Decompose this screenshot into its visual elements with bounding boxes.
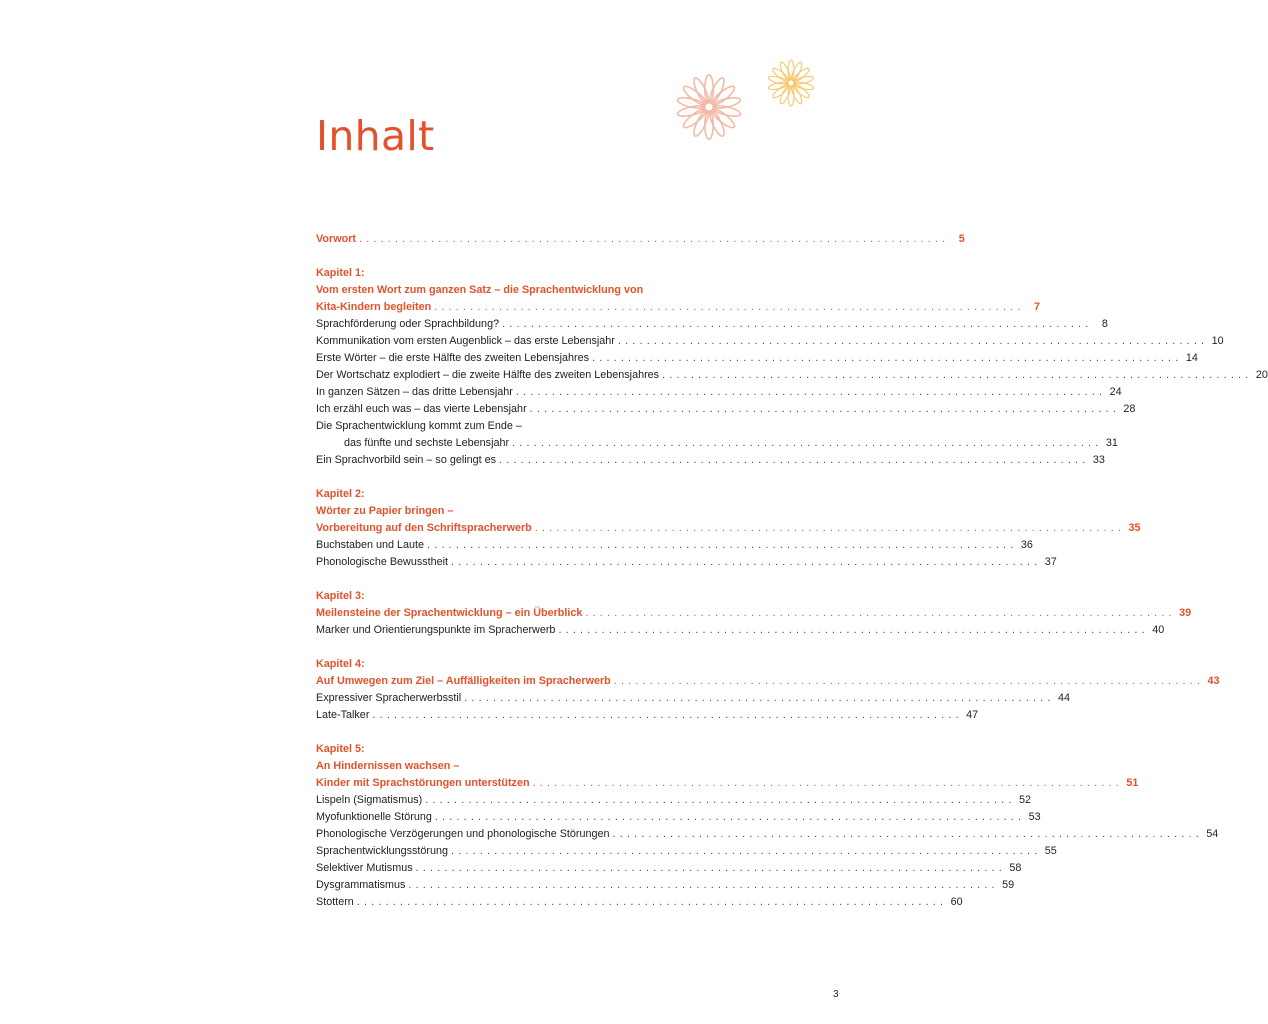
toc-page-number: 8: [1101, 318, 1108, 330]
table-of-contents: [316, 231, 1268, 928]
page-title: Inhalt: [316, 112, 435, 160]
toc-chapter: [316, 265, 1268, 469]
flower-icon: [674, 72, 744, 142]
toc-page-number: 14: [1185, 352, 1198, 364]
toc-leader-dots: . . . . . . . . . . . . . . . . . . . . . . . . . . . . . . . . . . . . . . . . . . . . . . . . . . . . . . . . . . . . . . . . . . . . . . . . . . . . . . . . . .: [464, 692, 1051, 704]
toc-entry-title: Kapitel 4:: [316, 658, 365, 670]
toc-entry: [316, 622, 1165, 639]
toc-page-number: 31: [1105, 437, 1118, 449]
toc-leader-dots: . . . . . . . . . . . . . . . . . . . . . . . . . . . . . . . . . . . . . . . . . . . . . . . . . . . . . . . . . . . . . . . . . . . . . . . . . . . . . . . . . .: [558, 624, 1146, 636]
toc-entry: [316, 333, 1224, 350]
toc-page-number: 36: [1020, 539, 1033, 551]
toc-chapter: [316, 656, 1220, 724]
toc-page-number: 20: [1255, 369, 1268, 381]
toc-leader-dots: . . . . . . . . . . . . . . . . . . . . . . . . . . . . . . . . . . . . . . . . . . . . . . . . . . . . . . . . . . . . . . . . . . . . . . . . . . . . . . . . . .: [434, 301, 1021, 313]
toc-entry-title: Phonologische Bewusstheit: [316, 556, 449, 568]
toc-leader-dots: . . . . . . . . . . . . . . . . . . . . . . . . . . . . . . . . . . . . . . . . . . . . . . . . . . . . . . . . . . . . . . . . . . . . . . . . . . . . . . . . . .: [612, 828, 1200, 840]
toc-entry-title: das fünfte und sechste Lebensjahr: [344, 437, 510, 449]
toc-entry-title: Expressiver Spracherwerbsstil: [316, 692, 462, 704]
toc-chapter-heading: [316, 299, 1040, 316]
toc-entry: [316, 435, 1118, 452]
toc-leader-dots: . . . . . . . . . . . . . . . . . . . . . . . . . . . . . . . . . . . . . . . . . . . . . . . . . . . . . . . . . . . . . . . . . . . . . . . . . . . . . . . . . .: [434, 811, 1022, 823]
toc-entry: [316, 367, 1268, 384]
toc-chapter-heading: [316, 775, 1139, 792]
toc-leader-dots: . . . . . . . . . . . . . . . . . . . . . . . . . . . . . . . . . . . . . . . . . . . . . . . . . . . . . . . . . . . . . . . . . . . . . . . . . . . . . . . . . .: [502, 318, 1089, 330]
toc-page-number: 37: [1044, 556, 1057, 568]
toc-chapter: [316, 588, 1192, 639]
toc-entry-title: Kapitel 3:: [316, 590, 365, 602]
toc-entry: [316, 877, 1015, 894]
toc-entry: [316, 690, 1070, 707]
toc-entry-title: Stottern: [316, 896, 354, 908]
toc-entry: [316, 384, 1122, 401]
toc-leader-dots: . . . . . . . . . . . . . . . . . . . . . . . . . . . . . . . . . . . . . . . . . . . . . . . . . . . . . . . . . . . . . . . . . . . . . . . . . . . . . . . . . .: [585, 607, 1173, 619]
toc-leader-dots: . . . . . . . . . . . . . . . . . . . . . . . . . . . . . . . . . . . . . . . . . . . . . . . . . . . . . . . . . . . . . . . . . . . . . . . . . . . . . . . . . .: [515, 386, 1103, 398]
toc-entry-title: Vom ersten Wort zum ganzen Satz – die Sprachentwicklung von: [316, 284, 644, 296]
toc-entry-title: Kita-Kindern begleiten: [316, 301, 432, 313]
toc-entry: [316, 537, 1033, 554]
toc-leader-dots: . . . . . . . . . . . . . . . . . . . . . . . . . . . . . . . . . . . . . . . . . . . . . . . . . . . . . . . . . . . . . . . . . . . . . . . . . . . . . . . . . .: [408, 879, 996, 891]
toc-entry: [316, 707, 979, 724]
toc-chapter-heading: [316, 231, 965, 248]
toc-leader-dots: . . . . . . . . . . . . . . . . . . . . . . . . . . . . . . . . . . . . . . . . . . . . . . . . . . . . . . . . . . . . . . . . . . . . . . . . . . . . . . . . . .: [512, 437, 1099, 449]
toc-entry: [316, 401, 1136, 418]
toc-leader-dots: . . . . . . . . . . . . . . . . . . . . . . . . . . . . . . . . . . . . . . . . . . . . . . . . . . . . . . . . . . . . . . . . . . . . . . . . . . . . . . . . . .: [451, 556, 1038, 568]
toc-page-number: 33: [1092, 454, 1105, 466]
toc-chapter-heading: [316, 486, 736, 503]
toc-leader-dots: . . . . . . . . . . . . . . . . . . . . . . . . . . . . . . . . . . . . . . . . . . . . . . . . . . . . . . . . . . . . . . . . . . . . . . . . . . . . . . . . . .: [415, 862, 1003, 874]
toc-entry-title: Ich erzähl euch was – das vierte Lebensjahr: [316, 403, 527, 415]
toc-page-number: 51: [1126, 777, 1139, 789]
toc-leader-dots: . . . . . . . . . . . . . . . . . . . . . . . . . . . . . . . . . . . . . . . . . . . . . . . . . . . . . . . . . . . . . . . . . . . . . . . . . . . . . . . . . .: [499, 454, 1086, 466]
toc-chapter-heading: [316, 673, 1220, 690]
toc-chapter: [316, 741, 1219, 911]
toc-entry-title: Sprachförderung oder Sprachbildung?: [316, 318, 500, 330]
toc-entry: [316, 792, 1031, 809]
toc-entry-title: Meilensteine der Sprachentwicklung – ein Überblick: [316, 607, 583, 619]
toc-leader-dots: . . . . . . . . . . . . . . . . . . . . . . . . . . . . . . . . . . . . . . . . . . . . . . . . . . . . . . . . . . . . . . . . . . . . . . . . . . . . . . . . . .: [451, 845, 1038, 857]
toc-entry-title: Auf Umwegen zum Ziel – Auffälligkeiten im Spracherwerb: [316, 675, 611, 687]
toc-page-number: 10: [1211, 335, 1224, 347]
toc-page-number: 44: [1057, 692, 1070, 704]
toc-entry-title: Buchstaben und Laute: [316, 539, 425, 551]
toc-entry: [316, 809, 1041, 826]
toc-entry: [316, 826, 1219, 843]
page-number: 3: [833, 989, 839, 1000]
toc-chapter-heading: [316, 605, 1192, 622]
toc-entry: [316, 843, 1057, 860]
toc-page-number: 24: [1109, 386, 1122, 398]
toc-entry: [316, 554, 1057, 571]
toc-entry-title: Kommunikation vom ersten Augenblick – das erste Lebensjahr: [316, 335, 615, 347]
toc-entry-title: Lispeln (Sigmatismus): [316, 794, 423, 806]
toc-leader-dots: . . . . . . . . . . . . . . . . . . . . . . . . . . . . . . . . . . . . . . . . . . . . . . . . . . . . . . . . . . . . . . . . . . . . . . . . . . . . . . . . . .: [592, 352, 1179, 364]
toc-entry: [316, 860, 1022, 877]
toc-entry-title: Late-Talker: [316, 709, 370, 721]
toc-page-number: 52: [1018, 794, 1031, 806]
toc-chapter: [316, 231, 965, 248]
toc-entry: [316, 316, 1108, 333]
flower-icon: [766, 58, 816, 108]
toc-chapter-heading: [316, 282, 736, 299]
toc-leader-dots: . . . . . . . . . . . . . . . . . . . . . . . . . . . . . . . . . . . . . . . . . . . . . . . . . . . . . . . . . . . . . . . . . . . . . . . . . . . . . . . . . .: [617, 335, 1205, 347]
toc-page-number: 59: [1002, 879, 1015, 891]
toc-leader-dots: . . . . . . . . . . . . . . . . . . . . . . . . . . . . . . . . . . . . . . . . . . . . . . . . . . . . . . . . . . . . . . . . . . . . . . . . . . . . . . . . . .: [534, 522, 1122, 534]
toc-leader-dots: . . . . . . . . . . . . . . . . . . . . . . . . . . . . . . . . . . . . . . . . . . . . . . . . . . . . . . . . . . . . . . . . . . . . . . . . . . . . . . . . . .: [613, 675, 1201, 687]
toc-page-number: 43: [1207, 675, 1220, 687]
toc-page-number: 53: [1028, 811, 1041, 823]
toc-page-number: 55: [1044, 845, 1057, 857]
toc-chapter-heading: [316, 503, 736, 520]
toc-page-number: 7: [1033, 301, 1040, 313]
toc-entry-title: Ein Sprachvorbild sein – so gelingt es: [316, 454, 497, 466]
toc-leader-dots: . . . . . . . . . . . . . . . . . . . . . . . . . . . . . . . . . . . . . . . . . . . . . . . . . . . . . . . . . . . . . . . . . . . . . . . . . . . . . . . . . .: [427, 539, 1014, 551]
toc-leader-dots: . . . . . . . . . . . . . . . . . . . . . . . . . . . . . . . . . . . . . . . . . . . . . . . . . . . . . . . . . . . . . . . . . . . . . . . . . . . . . . . . . .: [359, 233, 946, 245]
toc-chapter-heading: [316, 758, 736, 775]
toc-entry-title: Sprachentwicklungsstörung: [316, 845, 449, 857]
toc-chapter: [316, 486, 1141, 571]
toc-leader-dots: . . . . . . . . . . . . . . . . . . . . . . . . . . . . . . . . . . . . . . . . . . . . . . . . . . . . . . . . . . . . . . . . . . . . . . . . . . . . . . . . . .: [425, 794, 1012, 806]
toc-entry-title: Die Sprachentwicklung kommt zum Ende –: [316, 420, 522, 432]
toc-page-number: 54: [1206, 828, 1219, 840]
toc-page-number: 58: [1009, 862, 1022, 874]
toc-entry-title: Selektiver Mutismus: [316, 862, 413, 874]
toc-page-number: 35: [1128, 522, 1141, 534]
toc-chapter-heading: [316, 588, 736, 605]
toc-entry-title: Der Wortschatz explodiert – die zweite Hälfte des zweiten Lebensjahres: [316, 369, 660, 381]
toc-entry: [316, 452, 1105, 469]
toc-entry-title: In ganzen Sätzen – das dritte Lebensjahr: [316, 386, 513, 398]
toc-leader-dots: . . . . . . . . . . . . . . . . . . . . . . . . . . . . . . . . . . . . . . . . . . . . . . . . . . . . . . . . . . . . . . . . . . . . . . . . . . . . . . . . . .: [372, 709, 960, 721]
toc-entry: [316, 418, 736, 435]
toc-page-number: 28: [1123, 403, 1136, 415]
toc-entry: [316, 350, 1198, 367]
toc-entry-title: Dysgrammatismus: [316, 879, 406, 891]
toc-entry-title: Phonologische Verzögerungen und phonologische Störungen: [316, 828, 610, 840]
toc-page-number: 47: [966, 709, 979, 721]
toc-entry: [316, 894, 963, 911]
toc-entry-title: Erste Wörter – die erste Hälfte des zweiten Lebensjahres: [316, 352, 590, 364]
toc-entry-title: Myofunktionelle Störung: [316, 811, 432, 823]
toc-chapter-heading: [316, 265, 736, 282]
toc-page-number: 5: [958, 233, 965, 245]
toc-leader-dots: . . . . . . . . . . . . . . . . . . . . . . . . . . . . . . . . . . . . . . . . . . . . . . . . . . . . . . . . . . . . . . . . . . . . . . . . . . . . . . . . . .: [529, 403, 1117, 415]
toc-chapter-heading: [316, 741, 736, 758]
toc-chapter-heading: [316, 520, 1141, 537]
toc-page-number: 60: [950, 896, 963, 908]
toc-page-number: 39: [1179, 607, 1192, 619]
toc-page-number: 40: [1152, 624, 1165, 636]
toc-entry-title: Kapitel 2:: [316, 488, 365, 500]
toc-entry-title: Kapitel 1:: [316, 267, 365, 279]
toc-chapter-heading: [316, 656, 736, 673]
toc-leader-dots: . . . . . . . . . . . . . . . . . . . . . . . . . . . . . . . . . . . . . . . . . . . . . . . . . . . . . . . . . . . . . . . . . . . . . . . . . . . . . . . . . .: [532, 777, 1120, 789]
toc-leader-dots: . . . . . . . . . . . . . . . . . . . . . . . . . . . . . . . . . . . . . . . . . . . . . . . . . . . . . . . . . . . . . . . . . . . . . . . . . . . . . . . . . .: [662, 369, 1249, 381]
toc-entry-title: An Hindernissen wachsen –: [316, 760, 460, 772]
toc-leader-dots: . . . . . . . . . . . . . . . . . . . . . . . . . . . . . . . . . . . . . . . . . . . . . . . . . . . . . . . . . . . . . . . . . . . . . . . . . . . . . . . . . .: [356, 896, 944, 908]
toc-entry-title: Kinder mit Sprachstörungen unterstützen: [316, 777, 530, 789]
toc-entry-title: Vorwort: [316, 233, 356, 245]
toc-entry-title: Wörter zu Papier bringen –: [316, 505, 454, 517]
toc-entry-title: Kapitel 5:: [316, 743, 365, 755]
toc-entry-title: Marker und Orientierungspunkte im Spracherwerb: [316, 624, 556, 636]
toc-entry-title: Vorbereitung auf den Schriftspracherwerb: [316, 522, 532, 534]
